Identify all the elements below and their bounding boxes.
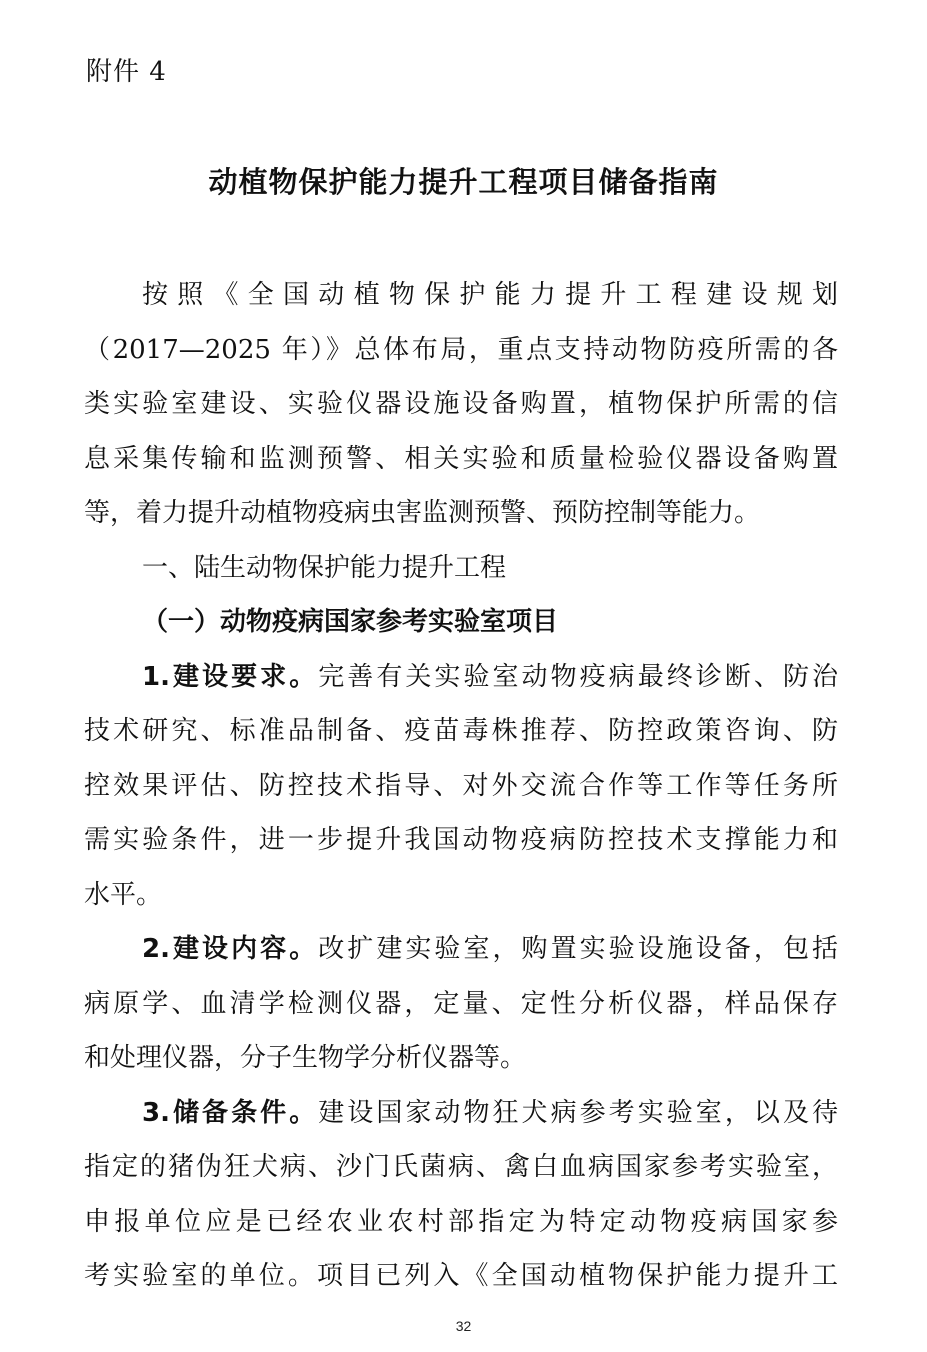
- item1-line: 技术研究、标准品制备、疫苗毒株推荐、防控政策咨询、防: [84, 716, 838, 746]
- item3-line: 指定的猪伪狂犬病、沙门氏菌病、禽白血病国家参考实验室，: [84, 1152, 838, 1182]
- item1-line: 需实验条件，进一步提升我国动物疫病防控技术支撑能力和: [84, 825, 838, 855]
- intro-line: 按照《全国动植物保护能力提升工程建设规划: [142, 280, 838, 310]
- item3-term: 3.储备条件。: [142, 1097, 319, 1128]
- item1-first-line: [84, 650, 838, 705]
- item2-first-line: [84, 922, 838, 977]
- item2-term: 2.建设内容。: [142, 934, 319, 964]
- document-title: 动植物保护能力提升工程项目储备指南: [208, 165, 719, 199]
- intro-line: 息采集传输和监测预警、相关实验和质量检验仪器设备购置: [84, 443, 838, 474]
- item3-line: 申报单位应是已经农业农村部指定为特定动物疫病国家参: [84, 1206, 838, 1237]
- item3-line: 考实验室的单位。项目已列入《全国动植物保护能力提升工: [84, 1261, 838, 1291]
- item3-first-text: 建设国家动物狂犬病参考实验室，以及待: [318, 1097, 838, 1128]
- intro-line: 等，着力提升动植物疫病虫害监测预警、预防控制等能力。: [84, 498, 761, 528]
- item3-first-line: [84, 1086, 838, 1141]
- item1-term: 1.建设要求。: [142, 661, 319, 692]
- item1-first-text: 完善有关实验室动物疫病最终诊断、防治: [318, 661, 838, 692]
- intro-line: （2017—2025 年）》总体布局，重点支持动物防疫所需的各: [84, 334, 838, 365]
- item2-line: 病原学、血清学检测仪器，定量、定性分析仪器，样品保存: [84, 988, 838, 1019]
- item2-line: 和处理仪器，分子生物学分析仪器等。: [84, 1043, 527, 1073]
- attachment-label: 附件 4: [86, 57, 167, 87]
- subsection-heading: （一）动物疫病国家参考实验室项目: [142, 607, 559, 637]
- item2-first-text: 改扩建实验室，购置实验设施设备，包括: [318, 934, 838, 964]
- section-heading: 一、陆生动物保护能力提升工程: [142, 552, 507, 583]
- item1-line: 水平。: [84, 879, 163, 910]
- page-number: 32: [455, 1318, 472, 1334]
- item1-line: 控效果评估、防控技术指导、对外交流合作等工作等任务所: [84, 770, 838, 801]
- document-body: [84, 268, 838, 1304]
- intro-line: 类实验室建设、实验仪器设施设备购置，植物保护所需的信: [84, 389, 838, 419]
